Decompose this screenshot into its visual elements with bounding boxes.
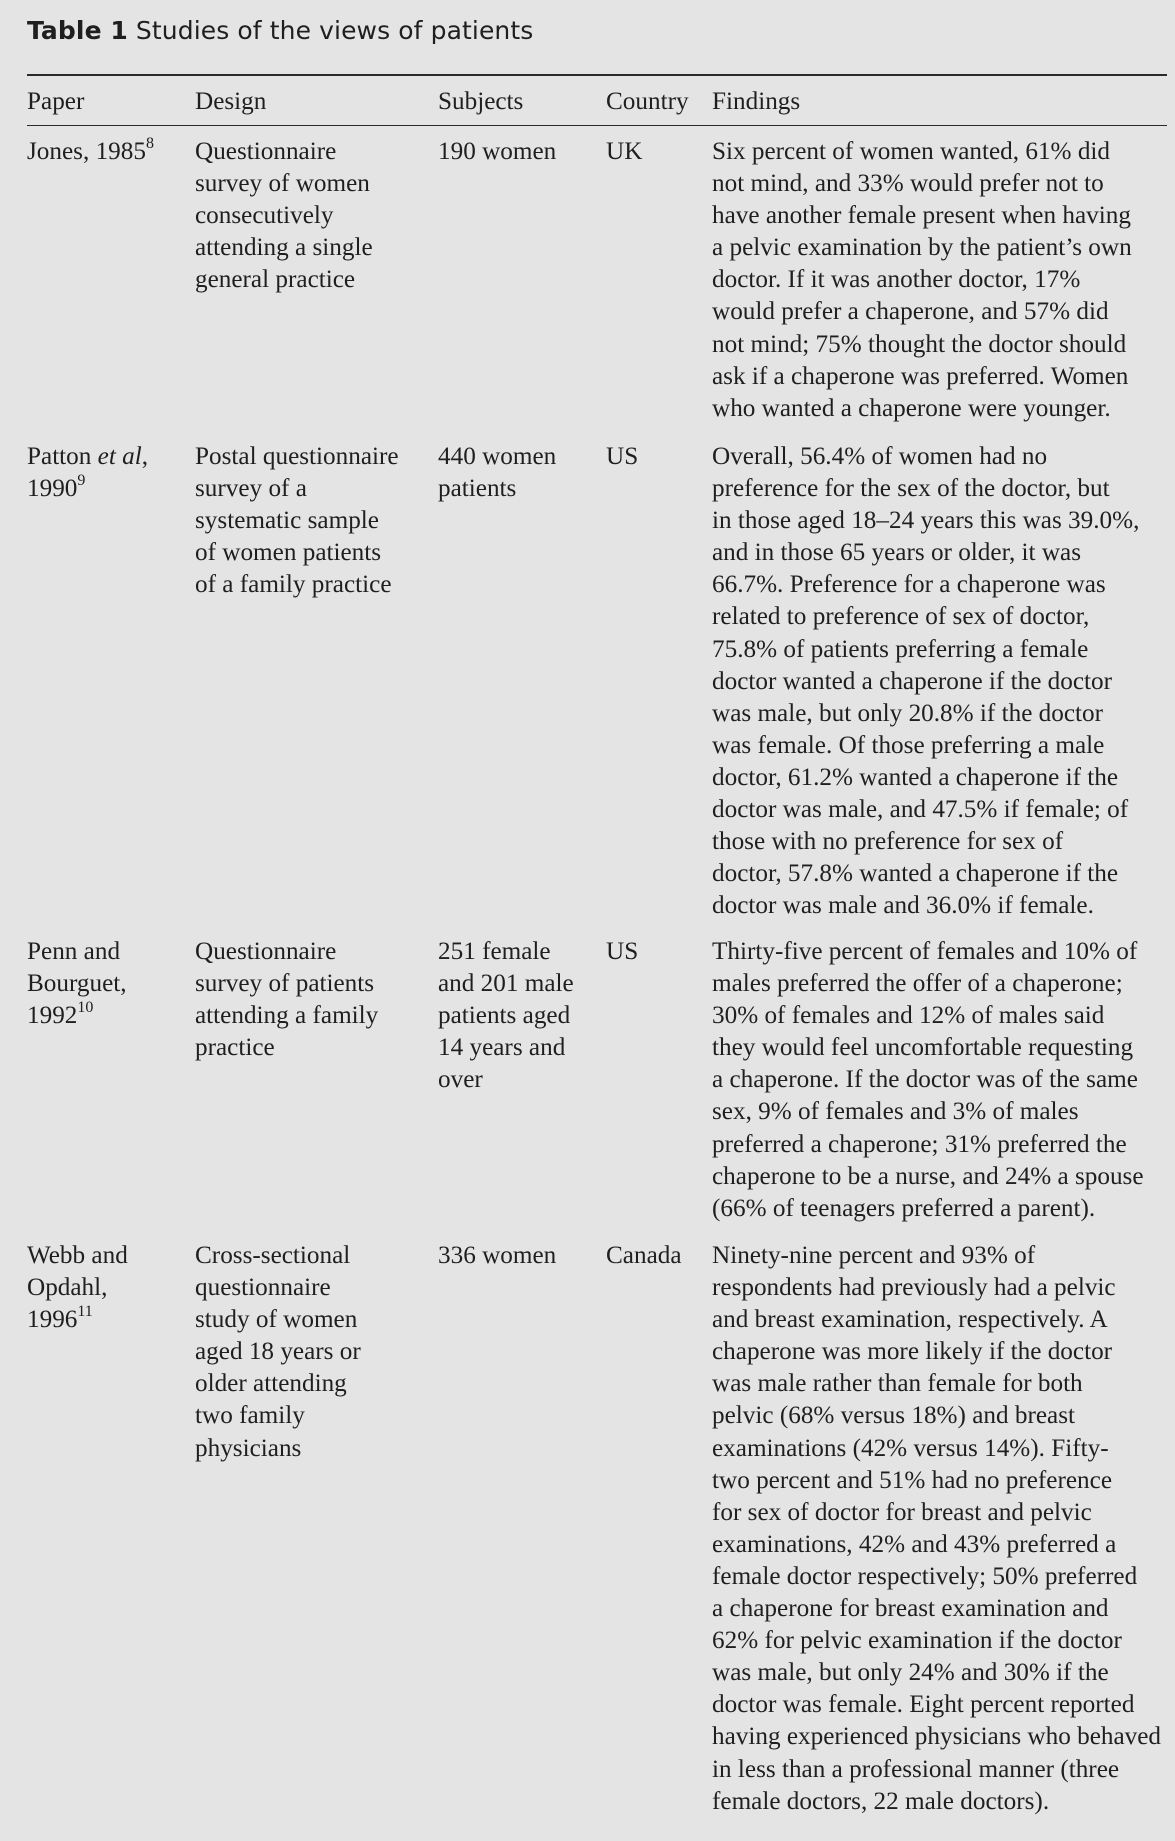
findings-line: doctor, 57.8% wanted a chaperone if the	[712, 860, 1119, 888]
design-line: practice	[195, 1034, 275, 1062]
subjects-line: patients	[438, 475, 517, 503]
findings-line: a chaperone. If the doctor was of the same	[712, 1066, 1138, 1094]
findings-line: doctor, 61.2% wanted a chaperone if the	[712, 763, 1119, 791]
paper-cell	[27, 1240, 128, 1336]
findings-cell	[712, 136, 1132, 425]
paper-year: 1992	[27, 1002, 78, 1030]
subjects-line: patients aged	[438, 1002, 571, 1030]
header-design: Design	[195, 88, 267, 115]
findings-line: Overall, 56.4% of women had no	[712, 443, 1048, 470]
table-caption	[27, 16, 533, 45]
table-title: Studies of the views of patients	[135, 16, 534, 45]
subjects-line: over	[438, 1066, 483, 1094]
findings-line: preference for the sex of the doctor, but	[712, 475, 1110, 503]
design-line: general practice	[195, 266, 356, 294]
findings-line: respondents had previously had a pelvic	[712, 1274, 1116, 1302]
paper-etal: et al	[97, 443, 142, 470]
findings-line: have another female present when having	[712, 202, 1131, 230]
findings-line: they would feel uncomfortable requesting	[712, 1034, 1134, 1062]
findings-line: was male, but only 24% and 30% if the	[712, 1659, 1109, 1687]
findings-line: two percent and 51% had no preference	[712, 1466, 1113, 1494]
paper-line: Webb and	[27, 1242, 128, 1269]
findings-line: ask if a chaperone was preferred. Women	[712, 362, 1129, 390]
findings-line: doctor was male, and 47.5% if female; of	[712, 796, 1129, 824]
findings-line: examinations (42% versus 14%). Fifty-	[712, 1434, 1109, 1462]
findings-line: not mind; 75% thought the doctor should	[712, 330, 1127, 358]
country-cell: US	[606, 938, 639, 965]
design-line: study of women	[195, 1306, 358, 1334]
paper-line: Bourguet,	[27, 970, 127, 998]
paper-cell	[27, 936, 127, 1032]
table-header-row	[27, 86, 1175, 125]
subjects-cell	[438, 1240, 556, 1272]
findings-line: a pelvic examination by the patient’s own	[712, 234, 1132, 262]
design-line: Cross-sectional	[195, 1242, 351, 1269]
findings-line: doctor wanted a chaperone if the doctor	[712, 667, 1113, 695]
design-line: of women patients	[195, 539, 382, 567]
findings-line: sex, 9% of females and 3% of males	[712, 1098, 1079, 1126]
paper-cell: Patton et al, 1990$^9$	[27, 443, 149, 503]
subjects-line: 190 women	[438, 138, 557, 165]
findings-line: pelvic (68% versus 18%) and breast	[712, 1402, 1076, 1430]
findings-line: and breast examination, respectively. A	[712, 1306, 1108, 1334]
findings-line: female doctors, 22 male doctors).	[712, 1787, 1050, 1815]
design-line: questionnaire	[195, 1274, 331, 1302]
country-cell: Canada	[606, 1242, 682, 1269]
findings-line: chaperone to be a nurse, and 24% a spouse	[712, 1162, 1144, 1190]
findings-line: having experienced physicians who behaved	[712, 1723, 1162, 1751]
findings-line: doctor was female. Eight percent reported	[712, 1691, 1135, 1719]
country-cell: US	[606, 443, 639, 470]
findings-line: in less than a professional manner (three	[712, 1755, 1120, 1783]
design-line: survey of a	[195, 475, 307, 503]
findings-line: (66% of teenagers preferred a parent).	[712, 1194, 1096, 1222]
findings-line: not mind, and 33% would prefer not to	[712, 170, 1104, 198]
design-line: two family	[195, 1402, 305, 1430]
findings-line: and in those 65 years or older, it was	[712, 539, 1082, 567]
subjects-line: 251 female	[438, 938, 551, 965]
design-cell	[195, 441, 399, 601]
design-line: attending a single	[195, 234, 373, 262]
findings-line: those with no preference for sex of	[712, 828, 1064, 856]
paper-reference: 11	[77, 1302, 93, 1320]
design-line: of a family practice	[195, 571, 392, 599]
header-country: Country	[606, 88, 689, 115]
findings-line: examinations, 42% and 43% preferred a	[712, 1530, 1117, 1558]
findings-cell	[712, 441, 1139, 922]
paper-reference: 9	[77, 471, 86, 489]
findings-line: Ninety-nine percent and 93% of	[712, 1242, 1036, 1269]
subjects-line: 14 years and	[438, 1034, 566, 1062]
findings-line: Six percent of women wanted, 61% did	[712, 138, 1111, 165]
subjects-cell	[438, 936, 574, 1096]
findings-line: 30% of females and 12% of males said	[712, 1002, 1105, 1030]
country-cell: UK	[606, 138, 643, 165]
design-line: survey of patients	[195, 970, 375, 998]
design-cell	[195, 1240, 361, 1465]
header-paper: Paper	[27, 88, 85, 115]
findings-line: was male rather than female for both	[712, 1370, 1083, 1398]
findings-line: would prefer a chaperone, and 57% did	[712, 298, 1109, 326]
findings-line: was female. Of those preferring a male	[712, 731, 1105, 759]
design-line: attending a family	[195, 1002, 379, 1030]
findings-line: for sex of doctor for breast and pelvic	[712, 1498, 1092, 1526]
paper-cell	[27, 136, 154, 168]
paper-year: 1990	[27, 475, 78, 503]
findings-line: in those aged 18–24 years this was 39.0%,	[712, 507, 1140, 535]
paper-author: Jones, 1985	[27, 138, 146, 165]
design-line: aged 18 years or	[195, 1338, 361, 1366]
design-cell	[195, 136, 373, 296]
design-line: physicians	[195, 1434, 302, 1462]
findings-line: 75.8% of patients preferring a female	[712, 635, 1089, 663]
findings-cell	[712, 936, 1144, 1225]
table-label: Table 1	[27, 16, 128, 45]
subjects-line: 440 women	[438, 443, 557, 470]
paper-reference: 10	[77, 998, 94, 1016]
header-rule	[27, 125, 1167, 126]
design-line: survey of women	[195, 170, 370, 198]
design-line: systematic sample	[195, 507, 379, 535]
findings-line: preferred a chaperone; 31% preferred the	[712, 1130, 1127, 1158]
paper-author: Patton	[27, 443, 92, 470]
paper-reference: 8	[145, 134, 154, 152]
findings-line: males preferred the offer of a chaperone;	[712, 970, 1123, 998]
findings-cell	[712, 1240, 1161, 1818]
subjects-line: and 201 male	[438, 970, 574, 998]
findings-line: chaperone was more likely if the doctor	[712, 1338, 1113, 1366]
top-rule	[27, 74, 1167, 76]
findings-line: related to preference of sex of doctor,	[712, 603, 1090, 631]
header-subjects: Subjects	[438, 88, 524, 115]
paper-line: Penn and	[27, 938, 121, 965]
design-line: consecutively	[195, 202, 334, 230]
findings-line: doctor was male and 36.0% if female.	[712, 892, 1094, 920]
header-findings: Findings	[712, 88, 801, 115]
findings-line: 62% for pelvic examination if the doctor	[712, 1627, 1122, 1655]
studies-table	[27, 86, 1175, 1815]
subjects-line: 336 women	[438, 1242, 557, 1269]
subjects-cell	[438, 136, 556, 168]
findings-line: doctor. If it was another doctor, 17%	[712, 266, 1081, 294]
design-cell	[195, 936, 378, 1064]
findings-line: female doctor respectively; 50% preferred	[712, 1562, 1138, 1590]
design-line: Postal questionnaire	[195, 443, 399, 470]
paper-line: Opdahl,	[27, 1274, 108, 1302]
paper-year: 1996	[27, 1306, 78, 1334]
findings-line: 66.7%. Preference for a chaperone was	[712, 571, 1106, 599]
findings-line: was male, but only 20.8% if the doctor	[712, 699, 1104, 727]
design-line: Questionnaire	[195, 938, 337, 965]
findings-line: a chaperone for breast examination and	[712, 1595, 1109, 1623]
design-line: older attending	[195, 1370, 347, 1398]
findings-line: Thirty-five percent of females and 10% of	[712, 938, 1138, 965]
findings-line: who wanted a chaperone were younger.	[712, 394, 1111, 422]
design-line: Questionnaire	[195, 138, 337, 165]
subjects-cell	[438, 441, 556, 505]
